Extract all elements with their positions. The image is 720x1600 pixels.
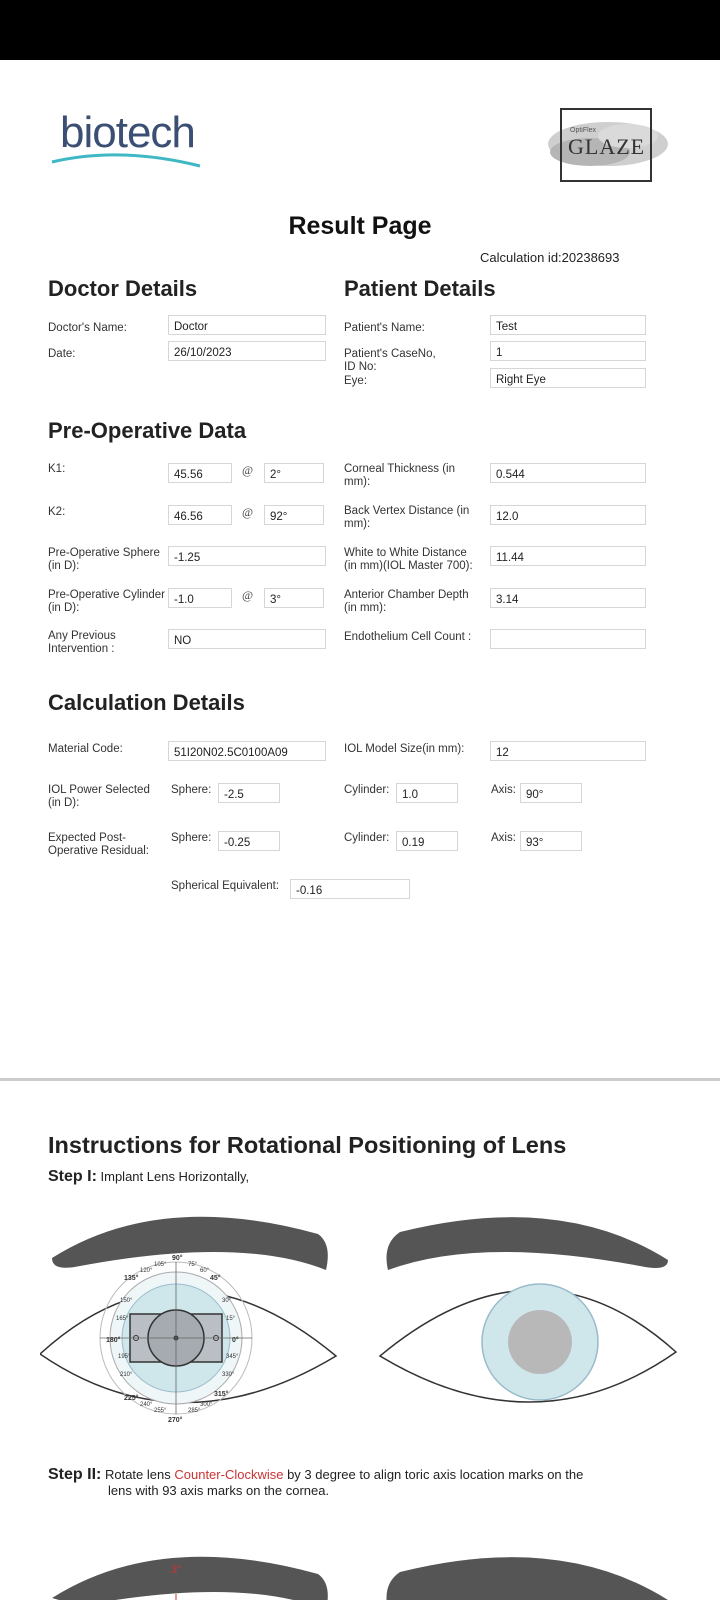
preop-cylinder-label: Pre-Operative Cylinder (in D): [48,589,165,614]
step-1: Step I: Implant Lens Horizontally, [48,1168,250,1185]
svg-text:270°: 270° [168,1417,183,1424]
k2-field[interactable]: 46.56 [168,505,232,525]
back-vertex-label: Back Vertex Distance (in mm): [344,505,470,530]
top-status-bar [0,0,720,60]
svg-text:45°: 45° [210,1275,221,1282]
sphere-label: Sphere: [171,784,212,796]
axis-label: Axis: [491,784,516,796]
svg-text:255°: 255° [154,1408,167,1414]
eye-field[interactable]: Right Eye [490,368,646,388]
instructions-heading: Instructions for Rotational Positioning of Lens [48,1132,567,1158]
date-label: Date: [48,348,76,360]
k2-axis-field[interactable]: 92° [264,505,324,525]
k1-axis-field[interactable]: 2° [264,463,324,483]
preop-cylinder-axis-field[interactable]: 3° [264,588,324,608]
previous-intervention-field[interactable]: NO [168,629,326,649]
glaze-brand: GLAZE [568,134,646,159]
corneal-thickness-field[interactable]: 0.544 [490,463,646,483]
svg-text:285°: 285° [188,1408,201,1414]
rotation-degree-label: 3° [171,1564,182,1576]
at-symbol: @ [242,588,254,602]
cylinder-label: Cylinder: [344,784,390,796]
residual-sphere-field[interactable]: -0.25 [218,831,280,851]
biotech-logo: biotech [60,108,195,157]
back-vertex-field[interactable]: 12.0 [490,505,646,525]
svg-text:150°: 150° [120,1298,133,1304]
date-field[interactable]: 26/10/2023 [168,341,326,361]
at-symbol: @ [242,463,254,477]
iol-size-field[interactable]: 12 [490,741,646,761]
residual-label: Expected Post- Operative Residual: [48,832,149,857]
sphere-label: Sphere: [171,832,212,844]
svg-text:345°: 345° [226,1354,239,1360]
iol-size-label: IOL Model Size(in mm): [344,743,465,755]
left-eyebrow-icon [52,1557,328,1600]
white-to-white-label: White to White Distance (in mm)(IOL Master 700): [344,547,473,572]
k1-field[interactable]: 45.56 [168,463,232,483]
preop-sphere-label: Pre-Operative Sphere (in D): [48,547,160,572]
iol-sphere-field[interactable]: -2.5 [218,783,280,803]
cylinder-label: Cylinder: [344,832,390,844]
anterior-chamber-field[interactable]: 3.14 [490,588,646,608]
patient-details-heading: Patient Details [344,276,496,301]
eye-label: Eye: [344,375,368,387]
axis-label: Axis: [491,832,516,844]
svg-text:60°: 60° [200,1268,210,1274]
svg-text:120°: 120° [140,1268,153,1274]
brand-small-text: OptiFlex [570,127,597,134]
svg-text:300°: 300° [200,1402,213,1408]
svg-text:0°: 0° [232,1337,239,1344]
previous-intervention-label: Any Previous Intervention : [48,630,116,655]
calculation-id: Calculation id:20238693 [480,250,620,265]
iol-axis-field[interactable]: 90° [520,783,582,803]
case-no-label: Patient's CaseNo, ID No: [344,348,436,373]
residual-cylinder-field[interactable]: 0.19 [396,831,458,851]
svg-text:210°: 210° [120,1372,133,1378]
at-symbol: @ [242,505,254,519]
iol-cylinder-field[interactable]: 1.0 [396,783,458,803]
preop-heading: Pre-Operative Data [48,418,247,443]
endothelium-label: Endothelium Cell Count : [344,631,472,643]
right-pupil [508,1310,572,1374]
doctor-name-label: Doctor's Name: [48,322,127,334]
svg-text:165°: 165° [116,1316,129,1322]
spherical-equivalent-label: Spherical Equivalent: [171,880,280,892]
anterior-chamber-label: Anterior Chamber Depth (in mm): [344,589,469,614]
step2-eye-diagrams [40,1536,680,1600]
case-no-field[interactable]: 1 [490,341,646,361]
doctor-details-heading: Doctor Details [48,276,198,301]
svg-text:240°: 240° [140,1402,153,1408]
endothelium-field[interactable] [490,629,646,649]
calculation-heading: Calculation Details [48,690,245,715]
svg-text:135°: 135° [124,1275,139,1282]
page-title: Result Page [288,212,432,240]
svg-text:75°: 75° [188,1262,198,1268]
eye-diagrams [40,1196,680,1436]
corneal-thickness-label: Corneal Thickness (in mm): [344,463,456,488]
section-divider [0,1078,720,1081]
right-eyebrow-icon [387,1557,669,1600]
step-2: Step II: Rotate lens Counter-Clockwise by 3 degree to align toric axis location marks on the lens with 93 axis marks on the cornea. [48,1466,584,1498]
right-eyebrow-icon [387,1217,669,1270]
patient-name-label: Patient's Name: [344,322,425,334]
logo-swoosh-icon [50,148,210,170]
svg-text:30°: 30° [222,1298,232,1304]
iol-power-label: IOL Power Selected (in D): [48,784,150,809]
svg-text:315°: 315° [214,1391,229,1398]
svg-text:195°: 195° [118,1354,131,1360]
residual-axis-field[interactable]: 93° [520,831,582,851]
white-to-white-field[interactable]: 11.44 [490,546,646,566]
material-code-label: Material Code: [48,743,123,755]
doctor-name-field[interactable]: Doctor [168,315,326,335]
material-code-field[interactable]: 51I20N02.5C0100A09 [168,741,326,761]
svg-text:90°: 90° [172,1255,183,1262]
svg-text:330°: 330° [222,1372,235,1378]
svg-text:225°: 225° [124,1395,139,1402]
k1-label: K1: [48,463,66,475]
svg-text:105°: 105° [154,1262,167,1268]
patient-name-field[interactable]: Test [490,315,646,335]
svg-text:180°: 180° [106,1337,121,1344]
svg-text:15°: 15° [226,1316,236,1322]
k2-label: K2: [48,506,66,518]
preop-cylinder-field[interactable]: -1.0 [168,588,232,608]
preop-sphere-field[interactable]: -1.25 [168,546,326,566]
spherical-equivalent-field[interactable]: -0.16 [290,879,410,899]
